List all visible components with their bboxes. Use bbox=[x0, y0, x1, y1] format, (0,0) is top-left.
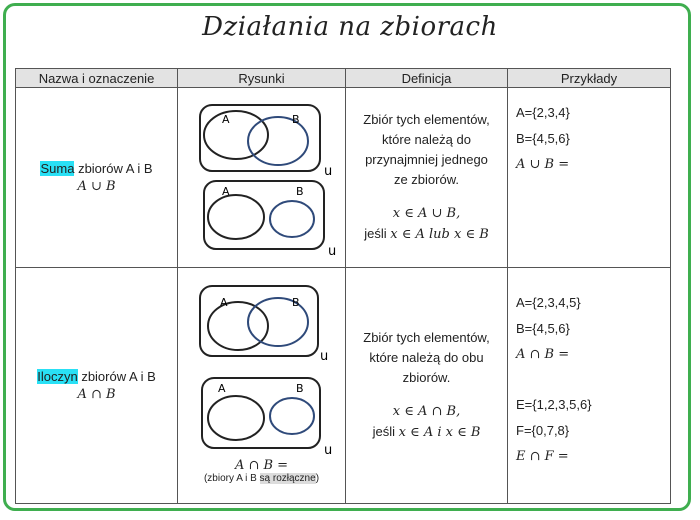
union-definition-cell bbox=[346, 88, 508, 268]
header-name: Nazwa i oznaczenie bbox=[16, 69, 178, 88]
union-keyword: Suma bbox=[40, 160, 75, 176]
intersection-name-rest: zbiorów A i B bbox=[77, 368, 156, 384]
union-set-a-circle-2 bbox=[208, 195, 264, 239]
intersection-name-cell bbox=[16, 268, 178, 504]
union-label-u-2: u bbox=[328, 243, 337, 259]
union-venn-drawings bbox=[178, 89, 346, 267]
intersection-example-expr-2: E ∩ F = bbox=[516, 449, 569, 464]
union-def-condition: x ∈ A lub x ∈ B bbox=[390, 227, 489, 242]
table-header-row bbox=[16, 69, 671, 88]
header-drawings: Rysunki bbox=[178, 69, 346, 88]
intersection-label-b-1: B bbox=[292, 296, 300, 309]
intersection-def-cond-prefix: jeśli bbox=[372, 424, 399, 439]
intersection-set-a-circle-1 bbox=[208, 302, 268, 350]
intersection-def-line-2: które należą do obu bbox=[369, 350, 484, 365]
intersection-universe-box-1 bbox=[200, 286, 318, 356]
intersection-label-u-1: u bbox=[320, 349, 329, 364]
header-examples: Przykłady bbox=[508, 69, 671, 88]
union-def-line-1: Zbiór tych elementów, bbox=[363, 112, 490, 127]
union-def-line-3: przynajmniej jednego bbox=[365, 152, 488, 167]
intersection-note-pre: (zbiory A i B bbox=[203, 473, 260, 484]
intersection-note-post: ) bbox=[315, 473, 320, 484]
intersection-keyword: Iloczyn bbox=[37, 368, 78, 384]
intersection-label-b-2: B bbox=[296, 382, 304, 395]
intersection-definition-cell bbox=[346, 268, 508, 504]
union-drawings-cell bbox=[178, 88, 346, 268]
intersection-label-a-2: A bbox=[218, 382, 226, 395]
intersection-symbol: A ∩ B bbox=[77, 386, 116, 402]
union-example-a: A={2,3,4} bbox=[516, 105, 570, 120]
union-def-line-2: które należą do bbox=[382, 132, 471, 147]
page-title: Działania na zbiorach bbox=[202, 12, 498, 42]
union-symbol: A ∪ B bbox=[77, 178, 116, 194]
intersection-label-a-1: A bbox=[220, 296, 228, 309]
union-name-cell bbox=[16, 88, 178, 268]
intersection-def-formula: x ∈ A ∩ B, bbox=[392, 404, 461, 419]
union-example-b: B={4,5,6} bbox=[516, 131, 570, 146]
union-def-line-4: ze zbiorów. bbox=[393, 172, 460, 187]
union-label-a-2: A bbox=[222, 184, 230, 198]
union-label-b-1: B bbox=[292, 112, 300, 126]
union-def-cond-prefix: jeśli bbox=[364, 226, 391, 241]
union-label-u-1: u bbox=[324, 163, 333, 179]
intersection-set-b-circle-2 bbox=[270, 398, 314, 434]
union-example-expr: A ∪ B = bbox=[516, 157, 570, 172]
union-set-a-circle-1 bbox=[204, 111, 268, 159]
intersection-example-e: E={1,2,3,5,6} bbox=[516, 397, 592, 412]
header-definition: Definicja bbox=[346, 69, 508, 88]
intersection-example-expr: A ∩ B = bbox=[516, 347, 570, 362]
union-set-b-circle-2 bbox=[270, 201, 314, 237]
intersection-def-line-3: zbiorów. bbox=[402, 370, 451, 385]
intersection-note-highlight: są rozłączne bbox=[259, 473, 316, 484]
table-row-intersection bbox=[16, 268, 671, 504]
union-name-rest: zbiorów A i B bbox=[74, 160, 153, 176]
intersection-example-f: F={0,7,8} bbox=[516, 423, 570, 438]
sets-table bbox=[15, 68, 671, 504]
intersection-def-condition: x ∈ A i x ∈ B bbox=[398, 425, 481, 440]
intersection-caption: A ∩ B = bbox=[234, 458, 289, 473]
intersection-venn-drawings bbox=[178, 268, 346, 458]
intersection-drawings-cell bbox=[178, 268, 346, 504]
intersection-label-u-2: u bbox=[324, 443, 333, 458]
intersection-example-a: A={2,3,4,5} bbox=[516, 295, 581, 310]
table-row-union bbox=[16, 88, 671, 268]
intersection-examples-cell bbox=[508, 268, 671, 504]
intersection-note bbox=[178, 473, 345, 484]
intersection-def-line-1: Zbiór tych elementów, bbox=[363, 330, 490, 345]
intersection-set-a-circle-2 bbox=[208, 396, 264, 440]
union-label-b-2: B bbox=[296, 184, 304, 198]
intersection-example-b: B={4,5,6} bbox=[516, 321, 570, 336]
union-label-a-1: A bbox=[222, 112, 230, 126]
union-def-formula: x ∈ A ∪ B, bbox=[392, 206, 461, 221]
union-examples-cell bbox=[508, 88, 671, 268]
